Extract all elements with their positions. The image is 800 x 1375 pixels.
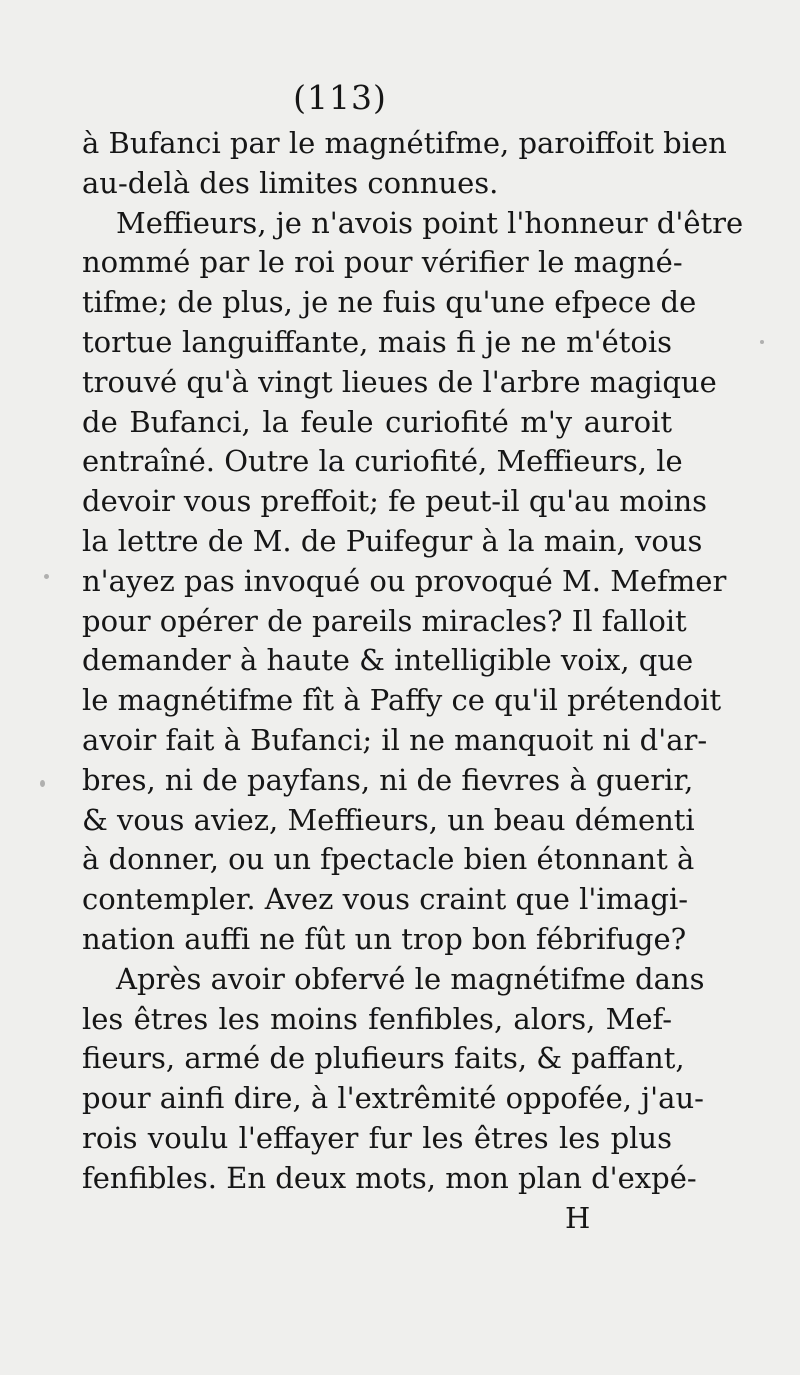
text-line: tifme; de plus, je ne fuis qu'une efpece de [82,285,697,320]
signature-mark: H [565,1201,591,1235]
margin-speck [760,340,764,344]
text-line: au-delà des limites connues. [82,165,499,200]
text-line: pour ainfi dire, à l'extrêmité oppofée, j'au- [82,1081,704,1116]
text-line: Après avoir obfervé le magnétifme dans [116,961,705,996]
text-line: contempler. Avez vous craint que l'imagi- [82,882,689,917]
body-text [82,124,744,1199]
text-line: demander à haute & intelligible voix, que [82,643,694,678]
text-line: fieurs, armé de plufieurs faits, & paffant, [82,1041,685,1076]
margin-speck [44,574,49,579]
text-line: à Bufanci par le magnétifme, paroiffoit bien [82,126,727,160]
text-line: entraîné. Outre la curiofité, Meffieurs, le [82,444,683,479]
page-number: (113) [293,78,387,117]
text-line: trouvé qu'à vingt lieues de l'arbre magique [82,364,717,399]
text-line: & vous aviez, Meffieurs, un beau démenti [82,802,695,837]
text-line: le magnétifme fît à Paffy ce qu'il prétendoit [82,683,722,718]
text-line: la lettre de M. de Puifegur à la main, vous [82,523,703,558]
text-line: avoir fait à Bufanci; il ne manquoit ni d'ar- [82,722,708,757]
text-line: rois voulu l'effayer fur les êtres les plus [82,1120,672,1155]
text-line: de Bufanci, la feule curiofité m'y auroit [82,404,672,439]
text-line: n'ayez pas invoqué ou provoqué M. Mefmer [82,563,727,598]
text-line: fenfibles. En deux mots, mon plan d'expé- [82,1160,697,1195]
text-line: bres, ni de payfans, ni de fievres à guerir, [82,762,694,797]
margin-speck [40,780,45,787]
text-line: Meffieurs, je n'avois point l'honneur d'être [116,205,744,240]
text-line: à donner, ou un fpectacle bien étonnant à [82,842,695,877]
text-line: pour opérer de pareils miracles? Il falloit [82,603,687,638]
text-line: devoir vous preffoit; fe peut-il qu'au moins [82,484,708,519]
text-line: nommé par le roi pour vérifier le magné- [82,245,683,280]
text-line: nation auffi ne fût un trop bon fébrifuge? [82,921,687,956]
text-line: tortue languiffante, mais fi je ne m'étois [82,324,672,359]
text-line: les êtres les moins fenfibles, alors, Mef- [82,1001,672,1036]
